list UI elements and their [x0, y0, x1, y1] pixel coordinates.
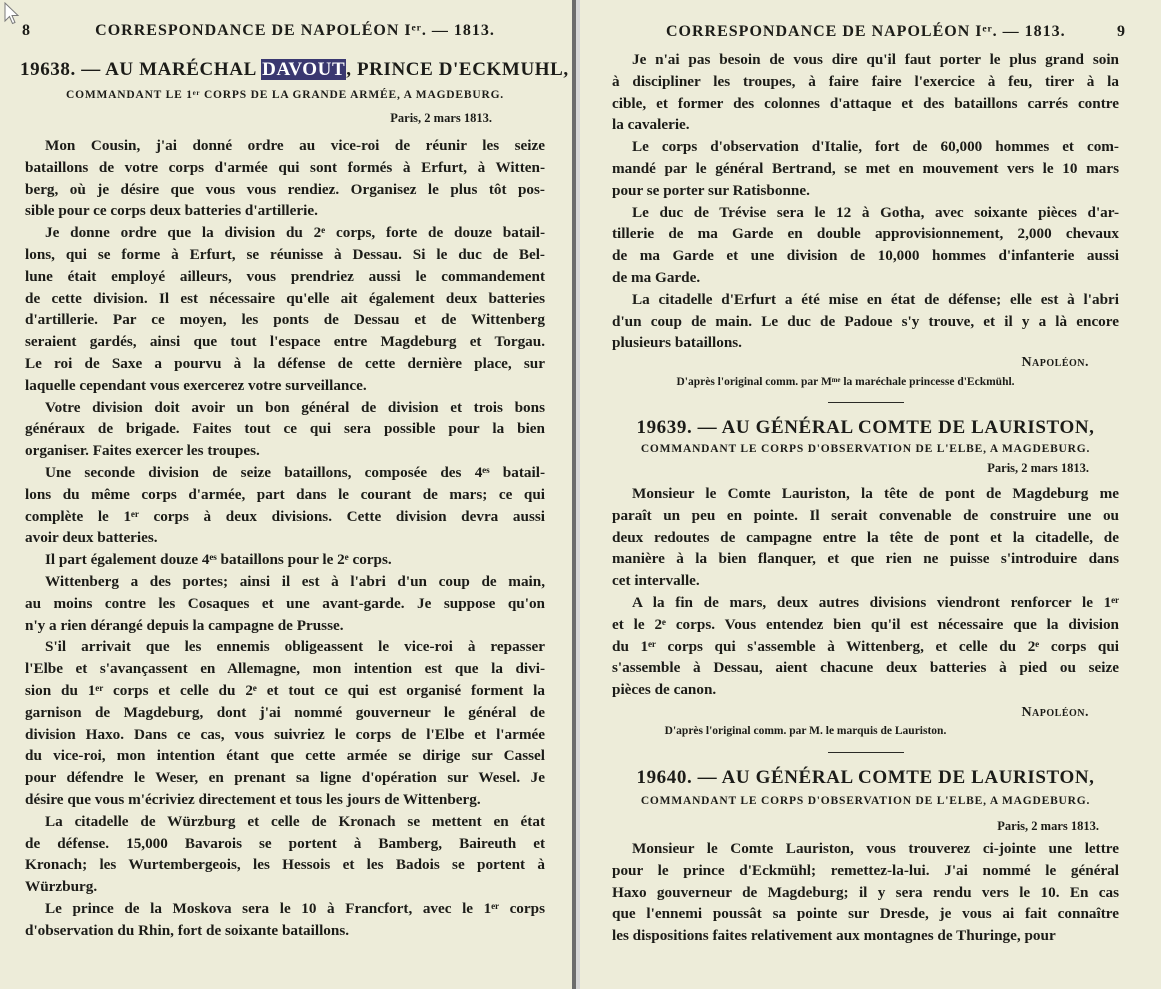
- paragraph: [612, 49, 1119, 136]
- text-line: S'il arrivait que les ennemis obligeassent le vice-roi à repasser: [45, 638, 545, 656]
- text-line: cet intervalle.: [612, 572, 700, 590]
- page-number: 9: [1117, 23, 1125, 40]
- separator-rule: [828, 402, 904, 403]
- text-line: désire que vous m'écriviez directement et tous les jours de Wittenberg.: [25, 791, 481, 808]
- text-line: l'Elbe et s'avançassent en Allemagne, mon intention est que la divi-: [25, 660, 545, 678]
- paragraph: [612, 483, 1119, 592]
- mouse-pointer-icon: [4, 2, 20, 26]
- running-head: CORRESPONDANCE DE NAPOLÉON Iᵉʳ. — 1813.: [666, 23, 1066, 40]
- dateline: Paris, 2 mars 1813.: [390, 111, 492, 125]
- text-line: à discipliner les troupes, à faire faire l'exercice à feu, tirer à la: [612, 72, 1119, 90]
- separator-rule: [828, 752, 904, 753]
- paragraph: [612, 136, 1119, 201]
- text-line: sible pour ce corps deux batteries d'artillerie.: [25, 202, 318, 220]
- text-line: mandé par le général Bertrand, se met en mouvement vers le 10 mars: [612, 160, 1119, 178]
- text-line: complète le 1ᵉʳ corps à deux divisions. Cette division devra aussi: [25, 507, 545, 525]
- text-line: paraît un peu en pointe. Il serait convenable de construire une ou: [612, 506, 1119, 524]
- text-line: La citadelle d'Erfurt a été mise en état de défense; elle est à l'abri: [632, 290, 1119, 308]
- text-line: de ma Garde.: [612, 269, 701, 287]
- text-line: Haxo gouverneur de Magdeburg; il y sera rendu vers le 10. En cas: [612, 883, 1119, 901]
- text-line: Le duc de Trévise sera le 12 à Gotha, avec soixante pièces d'ar-: [632, 203, 1119, 221]
- text-line: garnison de Magdeburg, dont j'ai nommé gouverneur le général de: [25, 703, 545, 721]
- text-line: pour le prince d'Eckmühl; remettez-la-lui. J'ai nommé le général: [612, 861, 1119, 879]
- text-line: manière à la bien flanquer, et que rien ne puisse s'introduire dans: [612, 550, 1119, 568]
- paragraph: [25, 571, 545, 636]
- page-number: 8: [22, 22, 30, 39]
- text-line: n'y a rien dérangé depuis la campagne de Prusse.: [25, 616, 344, 634]
- letter-body: [25, 135, 545, 941]
- text-line: Monsieur le Comte Lauriston, la tête de pont de Magdeburg me: [632, 485, 1119, 503]
- text-line: lune était employé ailleurs, vous prendriez aussi le commandement: [25, 267, 545, 285]
- left-page: [0, 0, 572, 989]
- text-line: et le 2ᵉ corps. Vous entendez bien qu'il est nécessaire que la division: [612, 615, 1119, 633]
- text-line: Le prince de la Moskova sera le 10 à Francfort, avec le 1ᵉʳ corps: [45, 899, 545, 917]
- dateline: Paris, 2 mars 1813.: [987, 461, 1089, 475]
- paragraph: [25, 397, 545, 462]
- text-line: sion du 1ᵉʳ corps et celle du 2ᵉ et tout ce qui est organisé forment la: [25, 682, 545, 700]
- paragraph: [612, 838, 1119, 947]
- text-line: Le roi de Saxe a pourvu à la défense de cette dernière place, sur: [25, 355, 545, 373]
- paragraph: [25, 898, 545, 942]
- letter-body: [612, 838, 1119, 947]
- highlighted-selection[interactable]: DAVOUT: [262, 59, 346, 80]
- text-line: de défense. 15,000 Bavarois se portent à Bamberg, Baireuth et: [25, 834, 545, 852]
- source-note: D'après l'original comm. par M. le marquis de Lauriston.: [664, 725, 947, 737]
- text-line: pour défendre le Weser, en prenant sa ligne d'opération sur Wesel. Je: [25, 769, 545, 787]
- source-note: D'après l'original comm. par Mᵐᵉ la maréchale princesse d'Eckmühl.: [676, 376, 1015, 388]
- text-line: Mon Cousin, j'ai donné ordre au vice-roi de réunir les seize: [45, 137, 545, 155]
- right-page: [580, 0, 1161, 989]
- letter-body: [612, 49, 1119, 354]
- text-line: Würzburg.: [25, 878, 98, 896]
- text-line: de cette division. Il est nécessaire qu'elle ait également deux batteries: [25, 289, 545, 307]
- letter-body: [612, 483, 1119, 701]
- text-line: s'assemble à Dessau, aient chacune deux batteries à pied ou seize: [612, 659, 1119, 677]
- text-line: au moins contre les Cosaques et une avant-garde. Je suppose qu'on: [25, 594, 545, 612]
- text-line: Monsieur le Comte Lauriston, vous trouverez ci-jointe une lettre: [632, 840, 1119, 858]
- running-head: CORRESPONDANCE DE NAPOLÉON Iᵉʳ. — 1813.: [95, 22, 495, 39]
- paragraph: [612, 289, 1119, 354]
- text-line: A la fin de mars, deux autres divisions viendront renforcer le 1ᵉʳ: [632, 594, 1119, 612]
- text-line: Le corps d'observation d'Italie, fort de 60,000 hommes et com-: [632, 138, 1119, 156]
- letter-subtitle: COMMANDANT LE 1ᵉʳ CORPS DE LA GRANDE ARMÉE, A MAGDEBURG.: [65, 89, 504, 101]
- text-line: pièces de canon.: [612, 681, 717, 699]
- text-line: bataillons de votre corps d'armée qui sont formés à Erfurt, à Witten-: [25, 158, 545, 176]
- paragraph: [612, 592, 1119, 701]
- text-line: laquelle cependant vous exercerez votre surveillance.: [25, 376, 367, 394]
- text-line: lons, qui se forme à Erfurt, se réunisse à Dessau. Si le duc de Bel-: [25, 246, 545, 264]
- title-text: , PRINCE D'ECKMUHL,: [346, 59, 569, 80]
- text-line: berg, où je désire que vous vous rendiez. Organisez le plus tôt pos-: [25, 180, 545, 198]
- text-line: tillerie de ma Garde en double approvisionnement, 2,000 chevaux: [612, 225, 1119, 243]
- text-line: Il part également douze 4ᵉˢ bataillons pour le 2ᵉ corps.: [45, 551, 392, 569]
- text-line: les dispositions faites relativement aux montagnes de Thuringe, pour: [612, 927, 1056, 945]
- text-line: du 1ᵉʳ corps qui s'assemble à Wittenberg, et celle du 2ᵉ corps qui: [612, 637, 1119, 655]
- paragraph: [25, 549, 545, 571]
- text-line: d'un coup de main. Le duc de Padoue s'y trouve, et il y a là encore: [612, 312, 1119, 330]
- text-line: généraux de brigade. Faites tout ce qui sera possible pour la bien: [25, 420, 545, 438]
- text-line: Kronach; les Wurtembergeois, les Hessois et les Badois se portent à: [25, 856, 545, 874]
- paragraph: [25, 811, 545, 898]
- text-line: de ma Garde et une division de 10,000 hommes d'infanterie aussi: [612, 247, 1119, 265]
- text-line: pour se porter sur Ratisbonne.: [612, 181, 810, 199]
- letter-title: [20, 58, 569, 82]
- text-line: organiser. Faites exercer les troupes.: [25, 442, 260, 460]
- paragraph: [25, 135, 545, 222]
- text-line: La citadelle de Würzburg et celle de Kronach se mettent en état: [45, 812, 545, 830]
- text-line: division Haxo. Dans ce cas, vous suivriez le corps de l'Elbe et l'armée: [25, 725, 545, 743]
- dateline: Paris, 2 mars 1813.: [997, 819, 1099, 833]
- letter-title: 19640. — AU GÉNÉRAL COMTE DE LAURISTON,: [636, 767, 1095, 788]
- letter-subtitle: COMMANDANT LE CORPS D'OBSERVATION DE L'ELBE, A MAGDEBURG.: [640, 795, 1091, 807]
- title-text: 19638. — AU MARÉCHAL: [20, 59, 262, 80]
- text-line: plusieurs bataillons.: [612, 334, 742, 352]
- text-line: la cavalerie.: [612, 116, 690, 134]
- letter-title: 19639. — AU GÉNÉRAL COMTE DE LAURISTON,: [636, 417, 1095, 438]
- text-line: d'artillerie. Par ce moyen, les ponts de Dessau et de Wittenberg: [25, 311, 545, 329]
- text-line: Votre division doit avoir un bon général de division et trois bons: [45, 398, 545, 416]
- text-line: d'observation du Rhin, fort de soixante bataillons.: [25, 921, 350, 939]
- text-line: Je donne ordre que la division du 2ᵉ corps, forte de douze batail-: [45, 224, 545, 242]
- text-line: Une seconde division de seize bataillons, composée des 4ᵉˢ batail-: [45, 464, 545, 482]
- signature: Napoléon.: [1021, 705, 1089, 720]
- signature: Napoléon.: [1021, 355, 1089, 370]
- text-line: seraient gardés, ainsi que tout l'espace entre Magdeburg et Torgau.: [25, 333, 545, 351]
- text-line: cible, et former des colonnes d'attaque et des bataillons carrés contre: [612, 94, 1119, 112]
- letter-subtitle: COMMANDANT LE CORPS D'OBSERVATION DE L'ELBE, A MAGDEBURG.: [640, 443, 1091, 455]
- paragraph: [25, 462, 545, 549]
- paragraph: [25, 636, 545, 810]
- text-line: avoir deux batteries.: [25, 529, 158, 547]
- text-line: deux redoutes de campagne entre la tête de pont et la citadelle, de: [612, 528, 1119, 546]
- paragraph: [25, 222, 545, 396]
- text-line: du vice-roi, mon intention étant que cette armée se dirige sur Cassel: [25, 747, 545, 765]
- text-line: Je n'ai pas besoin de vous dire qu'il faut porter le plus grand soin: [632, 51, 1119, 69]
- text-line: que l'ennemi poussât sa pointe sur Dresde, je vous ai fait connaître: [612, 905, 1119, 923]
- paragraph: [612, 202, 1119, 289]
- text-line: lons du même corps d'armée, part dans le courant de mars; ce qui: [25, 485, 545, 503]
- text-line: Wittenberg a des portes; ainsi il est à l'abri d'un coup de main,: [45, 573, 545, 591]
